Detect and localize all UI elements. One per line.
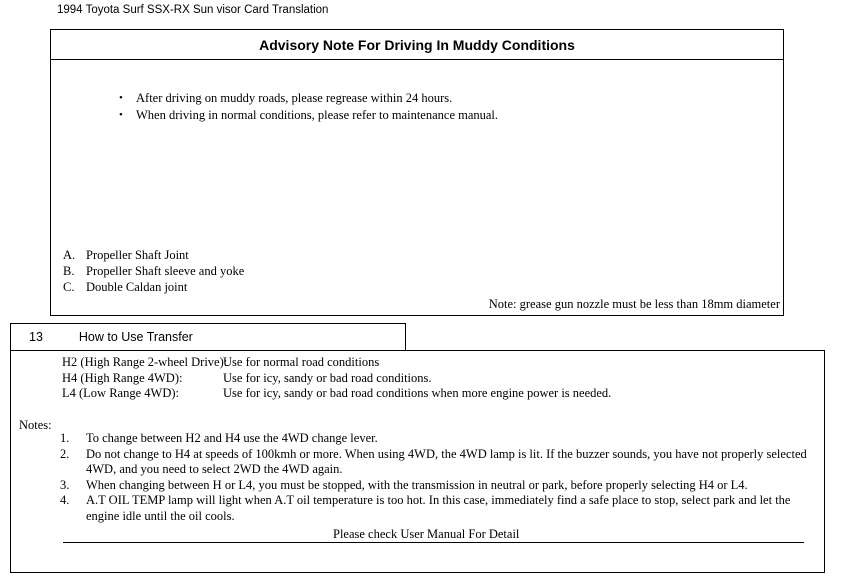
section-number: 13	[29, 330, 43, 344]
footer-text: Please check User Manual For Detail	[333, 527, 520, 541]
list-item	[63, 279, 244, 295]
mode-row	[62, 355, 611, 371]
footer-rule	[63, 527, 804, 543]
grease-gun-note: Note: grease gun nozzle must be less than 18mm diameter	[488, 297, 780, 311]
mode-row	[62, 371, 611, 387]
label-key: C.	[63, 280, 75, 294]
advisory-section-title: Advisory Note For Driving In Muddy Conditions	[51, 30, 783, 60]
note-item	[60, 493, 812, 524]
note-text: Do not change to H4 at speeds of 100kmh or more. When using 4WD, the 4WD lamp is lit. If the buzzer sounds, you have not properly selected 4WD, and you need to select 2WD the 4WD again.	[86, 446, 807, 476]
bullet-text: When driving in normal conditions, please refer to maintenance manual.	[136, 108, 499, 122]
note-item	[60, 431, 812, 447]
label-text: Propeller Shaft sleeve and yoke	[86, 264, 245, 278]
rule-segment	[63, 527, 333, 543]
list-item	[63, 263, 244, 279]
note-number: 2.	[60, 446, 70, 461]
mode-description: Use for icy, sandy or bad road conditions.	[223, 370, 432, 385]
notes-heading: Notes:	[19, 418, 52, 432]
list-item	[63, 247, 244, 263]
list-item	[119, 107, 498, 124]
note-item	[60, 478, 812, 494]
list-item	[119, 90, 498, 107]
transfer-section-header	[10, 323, 406, 350]
note-number: 4.	[60, 493, 70, 507]
note-text: A.T OIL TEMP lamp will light when A.T oil temperature is too hot. In this case, immediately find a safe place to stop, select park and let the engine idle until the oil cools.	[86, 493, 791, 523]
note-text: To change between H2 and H4 use the 4WD change lever.	[86, 431, 378, 445]
rule-segment	[519, 527, 804, 543]
mode-description: Use for icy, sandy or bad road conditions when more engine power is needed.	[223, 386, 612, 400]
notes-list	[60, 431, 812, 524]
label-key: A.	[63, 248, 76, 262]
mode-row	[62, 386, 611, 402]
mode-label: H2 (High Range 2-wheel Drive):	[62, 355, 228, 369]
mode-label: H4 (High Range 4WD):	[62, 370, 183, 385]
transfer-mode-list	[62, 355, 611, 402]
note-item	[60, 447, 812, 478]
note-text: When changing between H or L4, you must be stopped, with the transmission in neutral or park, before properly selecting H4 or L4.	[86, 477, 748, 492]
note-number: 1.	[60, 431, 70, 445]
bullet-icon: •	[119, 109, 123, 121]
bullet-text: After driving on muddy roads, please regrease within 24 hours.	[136, 91, 453, 105]
bullet-icon: •	[119, 92, 123, 104]
transfer-section-body	[10, 350, 825, 573]
mode-label: L4 (Low Range 4WD):	[62, 386, 179, 400]
advisory-section	[50, 29, 784, 316]
label-text: Propeller Shaft Joint	[86, 248, 189, 262]
advisory-bullet-list	[119, 90, 498, 124]
note-number: 3.	[60, 477, 70, 492]
page-title: 1994 Toyota Surf SSX-RX Sun visor Card Translation	[57, 4, 329, 16]
diagram-label-list	[63, 247, 244, 295]
label-text: Double Caldan joint	[86, 280, 188, 294]
section-title: How to Use Transfer	[78, 330, 193, 344]
mode-description: Use for normal road conditions	[223, 355, 380, 369]
label-key: B.	[63, 264, 75, 278]
